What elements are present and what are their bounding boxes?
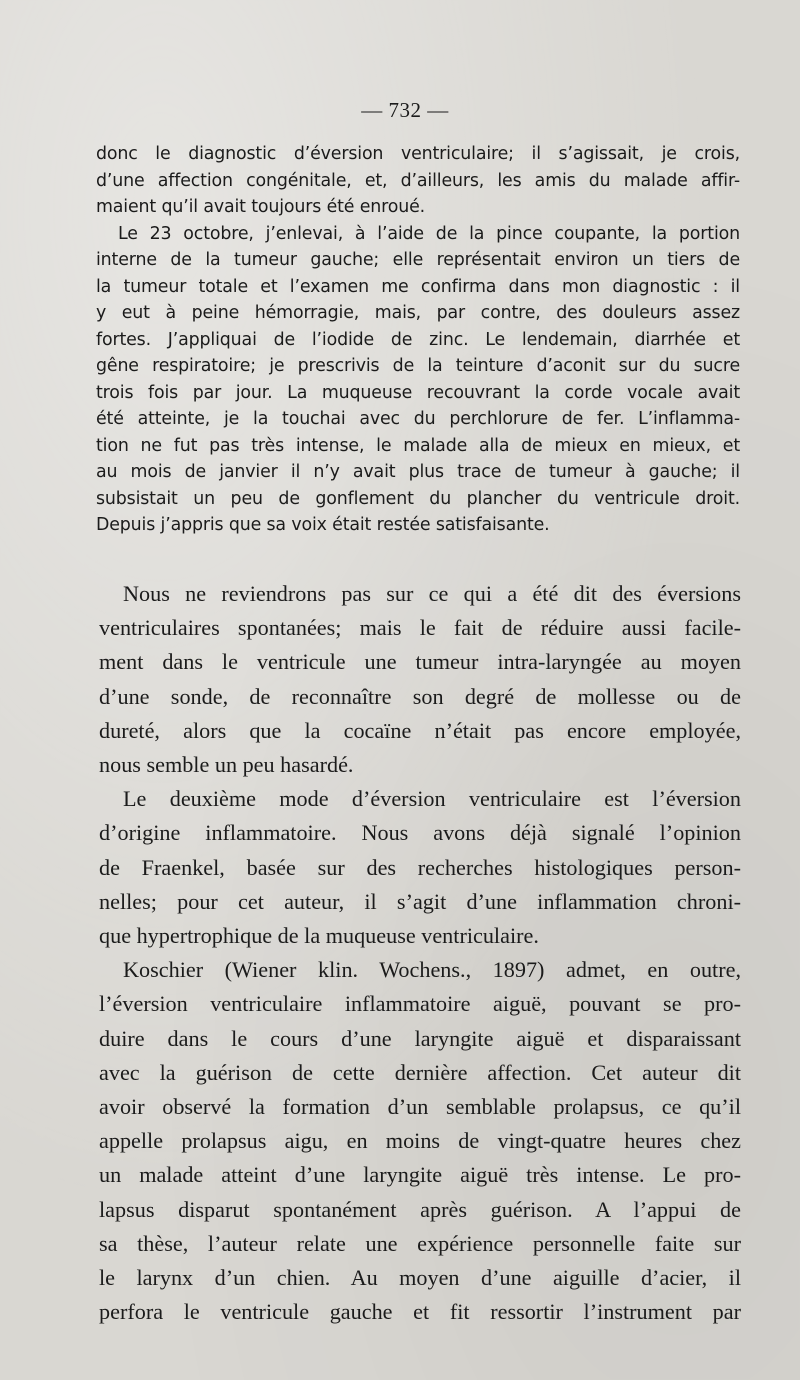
- text-line: avoir observé la formation d’un semblable prolapsus, ce qu’il: [99, 1094, 741, 1120]
- text-line: tion ne fut pas très intense, le malade alla de mieux en mieux, et: [96, 435, 740, 456]
- main-text-section: [99, 577, 741, 1329]
- text-line: avec la guérison de cette dernière affection. Cet auteur dit: [99, 1059, 741, 1085]
- text-line: appelle prolapsus aigu, en moins de vingt-quatre heures chez: [99, 1128, 741, 1154]
- main-paragraph: [99, 953, 741, 1329]
- main-paragraph: [99, 782, 741, 953]
- small-print-section: [96, 141, 740, 539]
- text-line: sa thèse, l’auteur relate une expérience personnelle faite sur: [99, 1230, 741, 1256]
- text-line: au mois de janvier il n’y avait plus trace de tumeur à gauche; il: [96, 462, 740, 482]
- text-line: dureté, alors que la cocaïne n’était pas encore employée,: [99, 717, 741, 743]
- text-line: d’une sonde, de reconnaître son degré de mollesse ou de: [99, 683, 741, 709]
- text-line: Depuis j’appris que sa voix était restée satisfaisante.: [96, 515, 550, 535]
- small-paragraph: [96, 221, 740, 539]
- text-line: nous semble un peu hasardé.: [99, 752, 354, 778]
- text-line: d’une affection congénitale, et, d’ailleurs, les amis du malade affir-: [96, 170, 740, 191]
- small-paragraph: [96, 141, 740, 221]
- text-line: que hypertrophique de la muqueuse ventriculaire.: [99, 923, 539, 949]
- text-line: donc le diagnostic d’éversion ventriculaire; il s’agissait, je crois,: [96, 144, 740, 164]
- main-paragraph: [99, 577, 741, 782]
- text-line: Koschier (Wiener klin. Wochens., 1897) admet, en outre,: [123, 957, 741, 983]
- text-line: Le deuxième mode d’éversion ventriculaire est l’éversion: [123, 786, 741, 812]
- text-line: lapsus disparut spontanément après guérison. A l’appui de: [99, 1196, 741, 1222]
- text-line: fortes. J’appliquai de l’iodide de zinc. Le lendemain, diarrhée et: [96, 329, 740, 350]
- text-line: Nous ne reviendrons pas sur ce qui a été dit des éversions: [123, 581, 741, 606]
- text-line: d’origine inflammatoire. Nous avons déjà signalé l’opinion: [99, 820, 741, 846]
- text-line: perfora le ventricule gauche et fit ressortir l’instrument par: [99, 1299, 741, 1325]
- text-line: la tumeur totale et l’examen me confirma dans mon diagnostic : il: [96, 276, 740, 297]
- text-line: ventriculaires spontanées; mais le fait de réduire aussi facile-: [99, 615, 741, 641]
- text-line: trois fois par jour. La muqueuse recouvrant la corde vocale avait: [96, 382, 740, 403]
- text-line: de Fraenkel, basée sur des recherches histologiques person-: [99, 854, 741, 880]
- text-line: y eut à peine hémorragie, mais, par contre, des douleurs assez: [96, 303, 740, 323]
- text-line: ment dans le ventricule une tumeur intra-laryngée au moyen: [99, 649, 741, 675]
- page-number: — 732 —: [361, 98, 449, 122]
- text-line: l’éversion ventriculaire inflammatoire aiguë, pouvant se pro-: [99, 991, 741, 1017]
- text-line: un malade atteint d’une laryngite aiguë très intense. Le pro-: [99, 1162, 741, 1188]
- text-line: maient qu’il avait toujours été enroué.: [96, 197, 426, 217]
- text-line: le larynx d’un chien. Au moyen d’une aiguille d’acier, il: [99, 1265, 741, 1291]
- text-line: Le 23 octobre, j’enlevai, à l’aide de la pince coupante, la portion: [118, 223, 740, 244]
- text-line: gêne respiratoire; je prescrivis de la teinture d’aconit sur du sucre: [96, 356, 740, 376]
- text-line: duire dans le cours d’une laryngite aiguë et disparaissant: [99, 1025, 741, 1051]
- text-line: subsistait un peu de gonflement du plancher du ventricule droit.: [96, 488, 740, 509]
- text-line: interne de la tumeur gauche; elle représentait environ un tiers de: [96, 250, 740, 270]
- text-line: nelles; pour cet auteur, il s’agit d’une inflammation chroni-: [99, 888, 741, 914]
- text-line: été atteinte, je la touchai avec du perchlorure de fer. L’inflamma-: [96, 409, 740, 429]
